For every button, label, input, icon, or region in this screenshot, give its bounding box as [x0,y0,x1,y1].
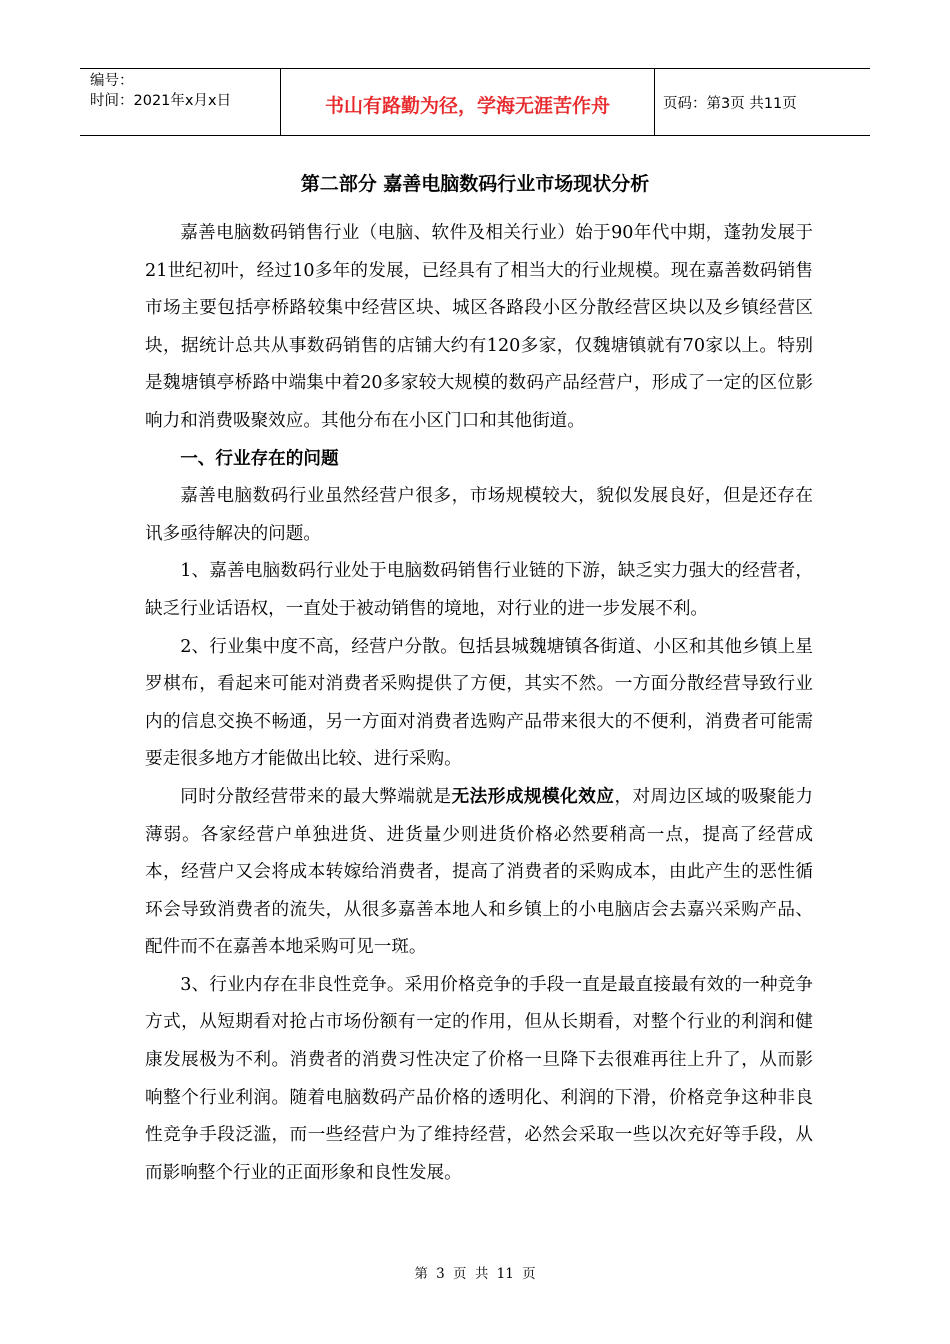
paragraph-problems-intro: 嘉善电脑数码行业虽然经营户很多，市场规模较大，貌似发展良好，但是还存在讯多亟待解决的问题。 [145,486,813,544]
header-meta [80,69,281,135]
document-number-label: 编号： [90,73,134,89]
document-body [145,215,813,1192]
document-date: 时间：2021年x月x日 [90,93,232,109]
header-motto: 书山有路勤为径，学海无涯苦作舟 [281,69,655,135]
section-title: 第二部分 嘉善电脑数码行业市场现状分析 [300,173,650,195]
scale-effect-emphasis: 无法形成规模化效应 [451,786,615,807]
header-page-info: 页码：第3页 共11页 [663,95,797,112]
paragraph-scale-effect [145,779,813,967]
paragraph-problem-3: 3、行业内存在非良性竞争。采用价格竞争的手段一直是最直接最有效的一种竞争方式，从短期看对抢占市场份额有一定的作用，但从长期看，对整个行业的利润和健康发展极为不利。消费者的消费习性决定了价格一旦降下去很难再往上升了，从而影响整个行业利润。随着电脑数码产品价格的透明化、利润的下滑，价格竞争这种非良性竞争手段泛滥，而一些经营户为了维持经营，必然会采取一些以次充好等手段，从而影响整个行业的正面形象和良性发展。 [145,974,813,1183]
page-header [80,68,870,136]
paragraph-intro: 嘉善电脑数码销售行业（电脑、软件及相关行业）始于90年代中期，蓬勃发展于21世纪初叶，经过10多年的发展，已经具有了相当大的行业规模。现在嘉善数码销售市场主要包括亭桥路较集中经营区块、城区各路段小区分散经营区块以及乡镇经营区块，据统计总共从事数码销售的店铺大约有120多家，仅魏塘镇就有70家以上。特别是魏塘镇亭桥路中端集中着20多家较大规模的数码产品经营户，形成了一定的区位影响力和消费吸聚效应。其他分布在小区门口和其他街道。 [145,223,813,431]
page-footer: 第 3 页 共 11 页 [414,1266,536,1282]
scale-effect-text-after: ，对周边区域的吸聚能力薄弱。各家经营户单独进货、进货量少则进货价格必然要稍高一点，提高了经营成本，经营户又会将成本转嫁给消费者，提高了消费者的采购成本，由此产生的恶性循环会导致消费者的流失，从很多嘉善本地人和乡镇上的小电脑店会去嘉兴采购产品、配件而不在嘉善本地采购可见一斑。 [145,786,813,958]
paragraph-problem-2: 2、行业集中度不高，经营户分散。包括县城魏塘镇各街道、小区和其他乡镇上星罗棋布，看起来可能对消费者采购提供了方便，其实不然。一方面分散经营导致行业内的信息交换不畅通，另一方面对消费者选购产品带来很大的不便利，消费者可能需要走很多地方才能做出比较、进行采购。 [145,636,813,770]
paragraph-problem-1: 1、嘉善电脑数码行业处于电脑数码销售行业链的下游，缺乏实力强大的经营者，缺乏行业话语权，一直处于被动销售的境地，对行业的进一步发展不利。 [145,561,813,619]
scale-effect-text-before: 同时分散经营带来的最大弊端就是 [180,786,452,807]
section-heading-problems: 一、行业存在的问题 [180,448,339,469]
